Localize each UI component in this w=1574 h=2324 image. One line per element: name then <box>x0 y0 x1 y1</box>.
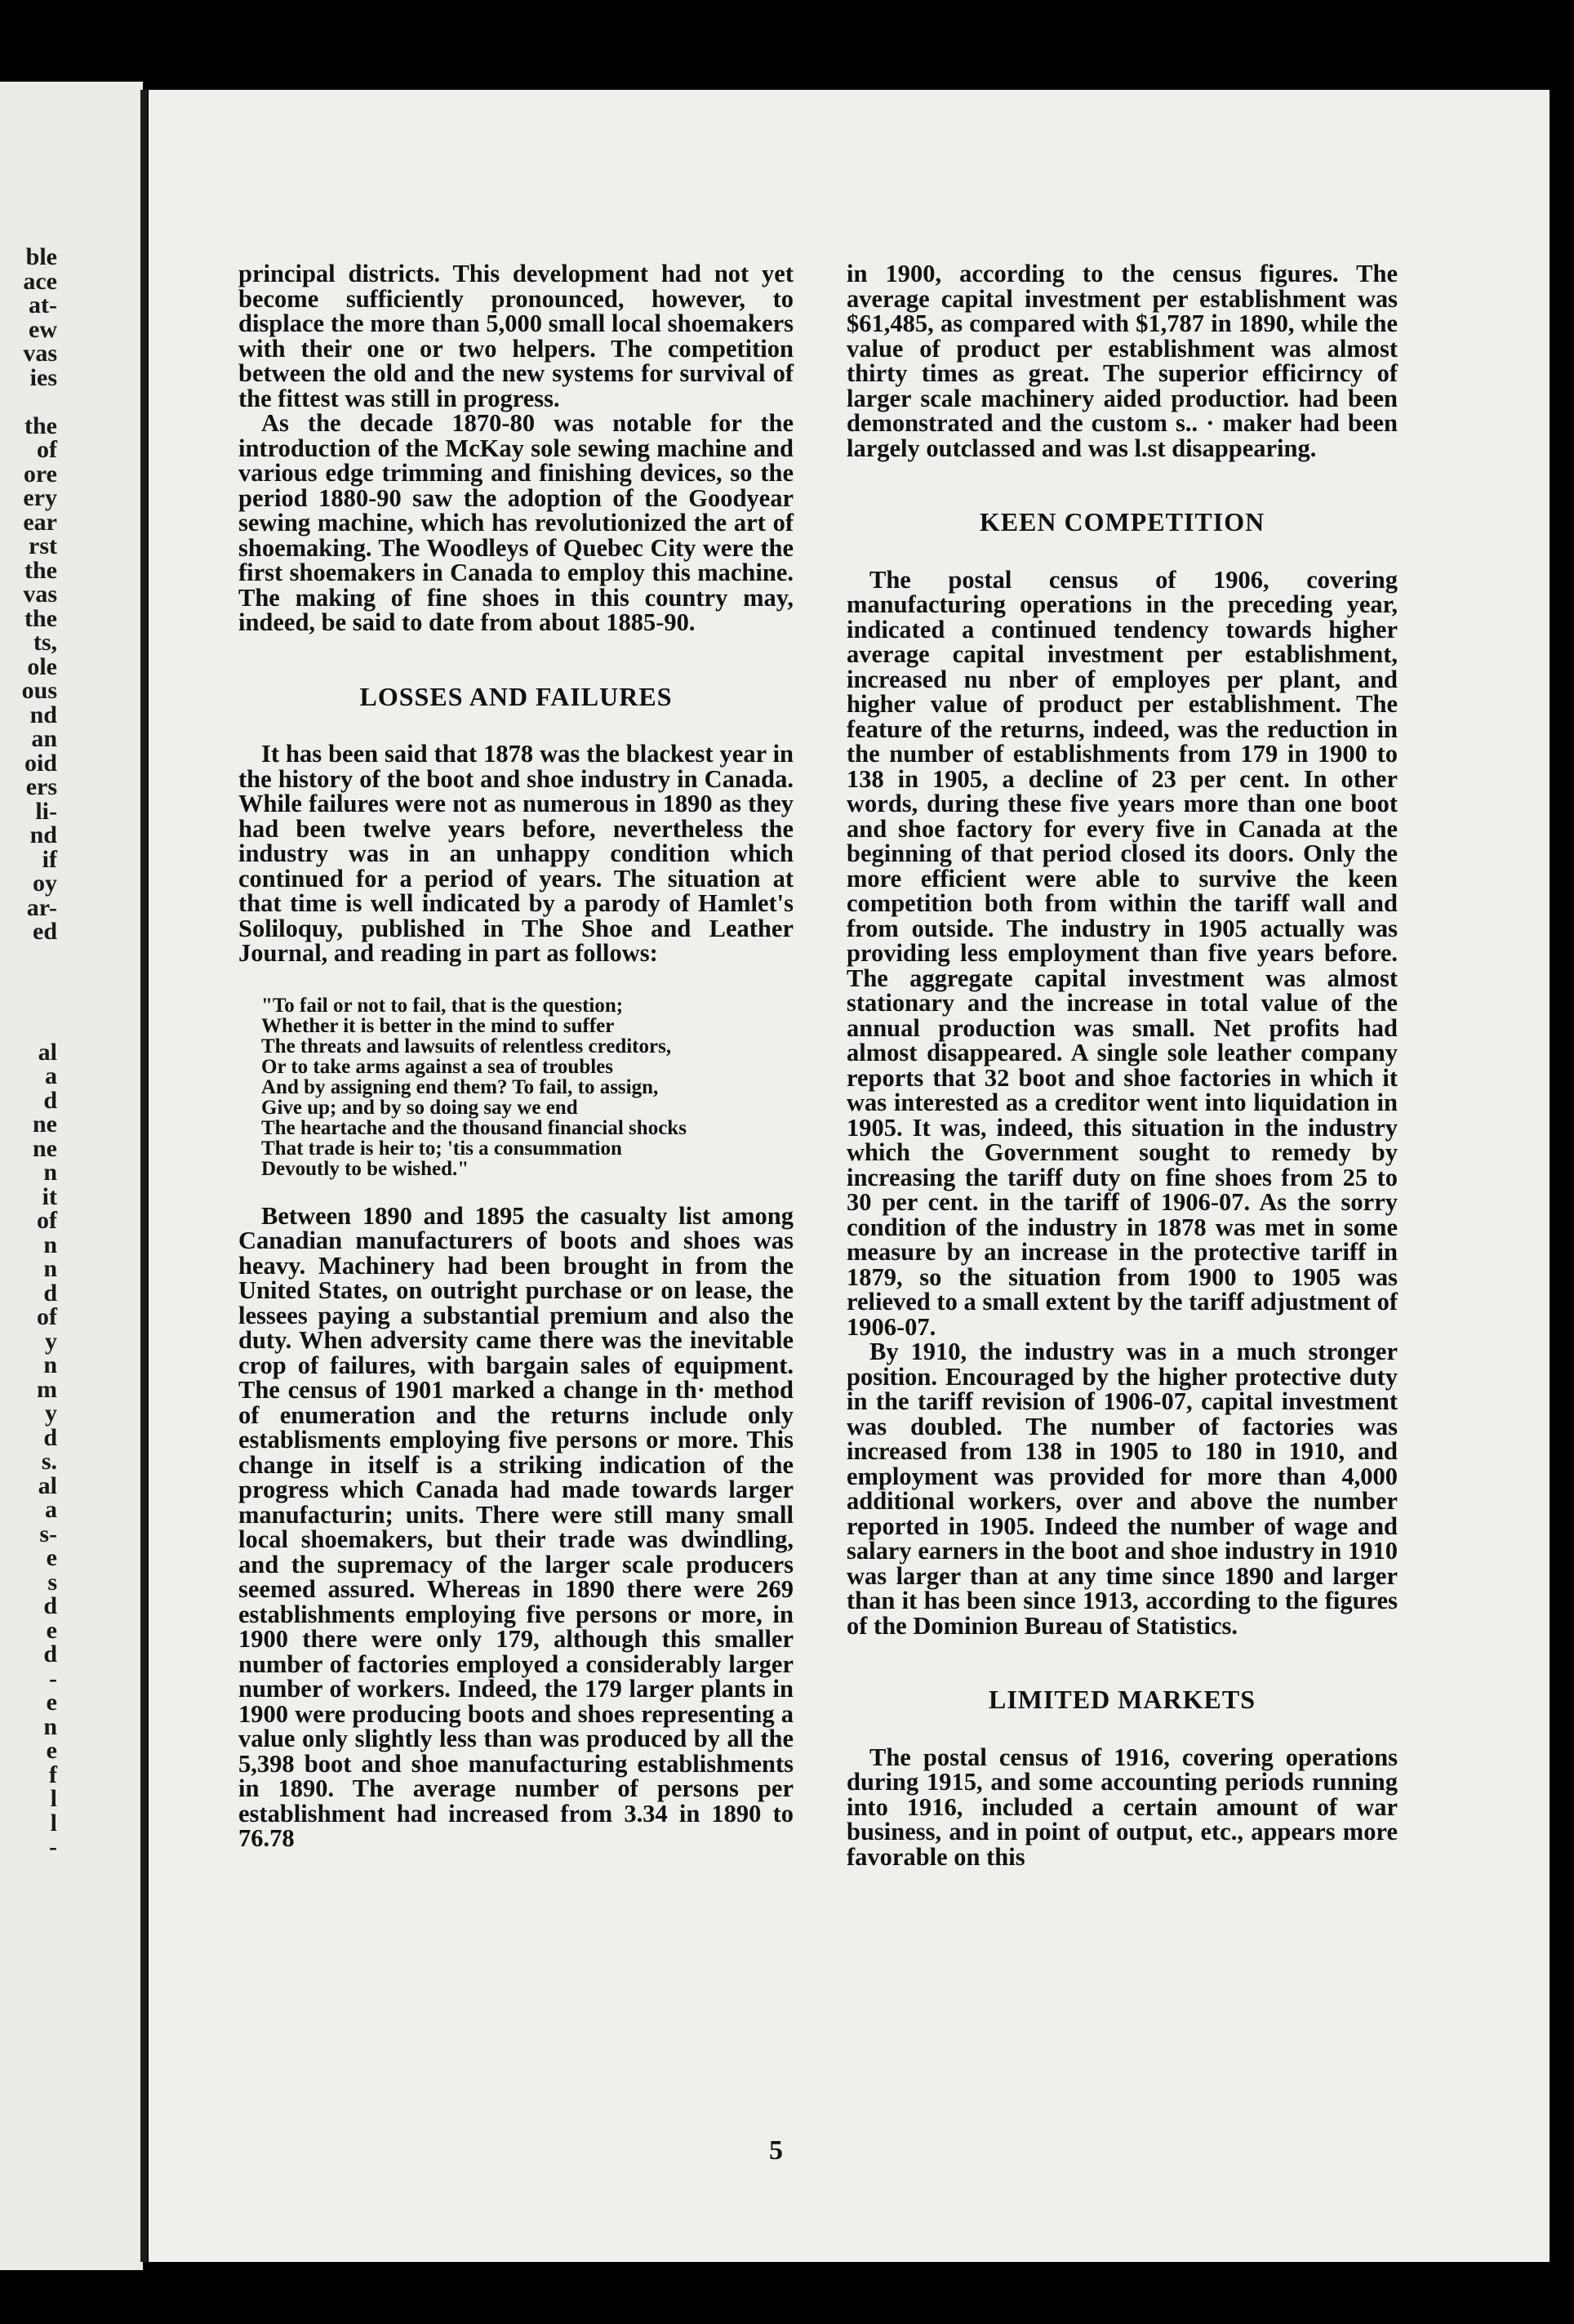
facing-page-fragment: - <box>49 1833 57 1860</box>
verse-line: Devoutly to be wished." <box>261 1157 469 1180</box>
facing-page-fragment: rst <box>29 532 57 559</box>
facing-page-fragment: ble <box>25 243 57 270</box>
facing-page-fragment: s <box>47 1568 57 1596</box>
facing-page-fragment: of <box>37 436 57 463</box>
verse-line: The threats and lawsuits of relentless creditors, <box>261 1035 672 1057</box>
facing-page-fragment: d <box>43 1641 57 1667</box>
facing-page-fragment: ous <box>21 677 57 704</box>
document-page <box>149 90 1550 2262</box>
facing-page-fragment: y <box>45 1327 57 1355</box>
facing-page-fragment: nd <box>29 701 57 728</box>
facing-page-fragment: li- <box>35 797 57 825</box>
facing-page-fragment: the <box>24 556 57 584</box>
facing-page-fragment: vas <box>23 340 57 367</box>
facing-page-fragment: f <box>49 1761 57 1788</box>
facing-page-fragment: e <box>46 1737 57 1764</box>
facing-page-fragment: n <box>43 1712 57 1740</box>
paragraph: in 1900, according to the census figures. The average capital investment per establishment was $61,485, as compared with $1,787 in 1890, while the value of product per establishment was almost thirty times as great. The superior efficirncy of larger scale machinery aided productior. had been demonstrated and the custom s.. · maker had been largely outclassed and was l.st disappearing. <box>847 260 1398 462</box>
facing-page-fragment: ear <box>23 508 57 536</box>
facing-page-fragment: y <box>45 1400 57 1427</box>
facing-page-fragment: ed <box>33 918 57 945</box>
facing-page-fragment: the <box>24 412 57 439</box>
facing-page-fragment: ts, <box>33 629 57 656</box>
facing-page-fragment: a <box>45 1062 57 1089</box>
facing-page-fragment: ace <box>23 267 57 295</box>
page-number: 5 <box>769 2135 783 2166</box>
facing-page-fragment: e <box>46 1616 57 1644</box>
facing-page-fragment: oy <box>33 870 57 897</box>
facing-page-fragment: d <box>43 1279 57 1307</box>
verse-line: That trade is heir to; 'tis a consummation <box>261 1137 622 1160</box>
facing-page-fragment: n <box>43 1231 57 1258</box>
facing-page-fragment: if <box>42 845 57 873</box>
facing-page-fragment: at- <box>29 292 57 318</box>
paragraph: Between 1890 and 1895 the casualty list among Canadian manufacturers of boots and shoes was heavy. Machinery had been brought in from the United States, on outright purchase or on lease, the lessees paying a substantial premium and also the duty. When adversity came there was the inevitable crop of failures, with bargain sales of equipment. The census of 1901 marked a change in th· method of enumeration and the returns include only establisments employing five persons or more. This change in itself is a striking indication of the progress which Canada had made towards larger manufacturin; units. There were still many small local shoemakers, but their trade was dwindling, and the supremacy of the larger scale producers seemed assured. Whereas in 1890 there were 269 establishments employing five persons or more, in 1900 there were only 179, although this smaller number of factories employed a considerably larger number of workers. Indeed, the 179 larger plants in 1900 were producing boots and shoes representing a value only slightly less than was produced by all the 5,398 boot and shoe manufacturing establishments in 1890. The average number of persons per establishment had increased from 3.34 in 1890 to 76.78 <box>238 1201 794 1852</box>
verse-line: "To fail or not to fail, that is the question; <box>261 994 624 1017</box>
verse-line: Give up; and by so doing say we end <box>261 1096 578 1119</box>
facing-page-fragment: an <box>31 725 57 752</box>
facing-page-fragment: n <box>43 1351 57 1378</box>
facing-page-fragment: a <box>45 1496 57 1523</box>
section-heading: KEEN COMPETITION <box>979 507 1265 536</box>
facing-page-fragment: e <box>46 1544 57 1571</box>
facing-page-fragment: m <box>37 1375 57 1403</box>
verse-line: And by assigning end them? To fail, to assign, <box>261 1075 659 1098</box>
facing-page-fragment: d <box>43 1086 57 1114</box>
verse-line: Or to take arms against a sea of troubles <box>261 1055 613 1078</box>
paragraph: The postal census of 1906, covering manufacturing operations in the preceding year, indicated a continued tendency towards higher average capital investment per establishment, increased nu nber of employes per plant, and higher value of product per establishment. The feature of the returns, indeed, was the reduction in the number of establishments from 179 in 1900 to 138 in 1905, a decline of 23 per cent. In other words, during these five years more than one boot and shoe factory for every five in Canada at the beginning of that period closed its doors. Only the more efficient were able to survive the keen competition both from within the tariff wall and from outside. The industry in 1905 actually was providing less employment than five years before. The aggregate capital investment was almost stationary and the increase in total value of the annual production was small. Net profits had almost disappeared. A single sole leather company reports that 32 boot and shoe factories in which it was interested as a creditor went into liquidation in 1905. It was, indeed, this situation in the industry which the Government sought to remedy by increasing the tariff duty on fine shoes from 25 to 30 per cent. in the tariff of 1906-07. As the sorry condition of the industry in 1878 was met in some measure by an increase in the protective tariff in 1879, so the situation from 1900 to 1905 was relieved to a small extent by the tariff adjustment of 1906-07. <box>847 565 1398 1341</box>
paragraph: The postal census of 1916, covering operations during 1915, and some accounting periods running into 1916, included a certain amount of war business, and in point of output, etc., appears more favorable on this <box>847 1743 1398 1871</box>
facing-page-fragment: ar- <box>26 893 57 921</box>
facing-page-fragment: ne <box>33 1111 57 1138</box>
right-column <box>847 261 1398 1869</box>
facing-page-fragment: al <box>38 1038 57 1066</box>
facing-page-fragment: nd <box>29 821 57 848</box>
paragraph: As the decade 1870-80 was notable for the introduction of the McKay sole sewing machine and various edge trimming and finishing devices, so the period 1880-90 saw the adoption of the Goodyear sewing machine, which has revolutionized the art of shoemaking. The Woodleys of Quebec City were the first shoemakers in Canada to employ this machine. The making of fine shoes in this country may, indeed, be said to date from about 1885-90. <box>238 409 794 636</box>
facing-page-fragment: n <box>43 1255 57 1282</box>
paragraph: It has been said that 1878 was the blackest year in the history of the boot and shoe industry in Canada. While failures were not as numerous in 1890 as they had been twelve years before, nevertheless the industry was in an unhappy condition which continued for a period of years. The situation at that time is well indicated by a parody of Hamlet's Soliloquy, published in The Shoe and Leather Journal, and reading in part as follows: <box>238 740 794 967</box>
facing-page-fragment: d <box>43 1423 57 1451</box>
facing-page-fragment: of <box>37 1207 57 1234</box>
section-heading: LOSSES AND FAILURES <box>359 681 673 711</box>
facing-page-fragment: e <box>46 1689 57 1716</box>
left-column <box>238 261 794 1851</box>
facing-page-fragment: d <box>43 1592 57 1619</box>
facing-page-fragment: s- <box>39 1520 57 1547</box>
facing-page-fragment: ore <box>23 460 57 488</box>
section-heading: LIMITED MARKETS <box>988 1685 1256 1714</box>
facing-page-fragment: ers <box>25 773 57 800</box>
quoted-verse <box>261 995 794 1179</box>
facing-page-fragment: al <box>38 1471 57 1499</box>
paragraph: By 1910, the industry was in a much stronger position. Encouraged by the higher protective duty in the tariff revision of 1906-07, capital investment was doubled. The number of factories was increased from 138 in 1905 to 180 in 1910, and employment was provided for more than 4,000 additional workers, over and above the number reported in 1905. Indeed the number of wage and salary earners in the boot and shoe industry in 1910 was larger than at any time since 1890 and larger than it has been since 1913, according to the figures of the Dominion Bureau of Statistics. <box>847 1338 1398 1640</box>
facing-page-fragment: ies <box>29 363 57 391</box>
facing-page-fragment: ne <box>33 1134 57 1162</box>
facing-page-fragment: n <box>43 1159 57 1186</box>
facing-page-fragment: l <box>50 1785 57 1812</box>
facing-page-fragment: ery <box>23 484 57 511</box>
page-gutter <box>140 90 147 2262</box>
facing-page-fragment: ew <box>29 315 57 343</box>
verse-line: The heartache and the thousand financial shocks <box>261 1116 687 1139</box>
facing-page-fragment: the <box>24 604 57 632</box>
facing-page-fragment: vas <box>23 581 57 608</box>
verse-line: Whether it is better in the mind to suffer <box>261 1014 615 1037</box>
facing-page-fragment: ole <box>27 652 57 680</box>
paragraph: principal districts. This development had not yet become sufficiently pronounced, however, to displace the more than 5,000 small local shoemakers with their one or two helpers. The competition between the old and the new systems for survival of the fittest was still in progress. <box>238 260 794 412</box>
facing-page <box>0 82 143 2270</box>
facing-page-fragment: s. <box>41 1448 57 1475</box>
facing-page-fragment: of <box>37 1303 57 1330</box>
facing-page-fragment: - <box>49 1664 57 1692</box>
facing-page-fragment: l <box>50 1809 57 1836</box>
facing-page-fragment: it <box>42 1182 57 1210</box>
facing-page-fragment: oid <box>24 749 57 777</box>
